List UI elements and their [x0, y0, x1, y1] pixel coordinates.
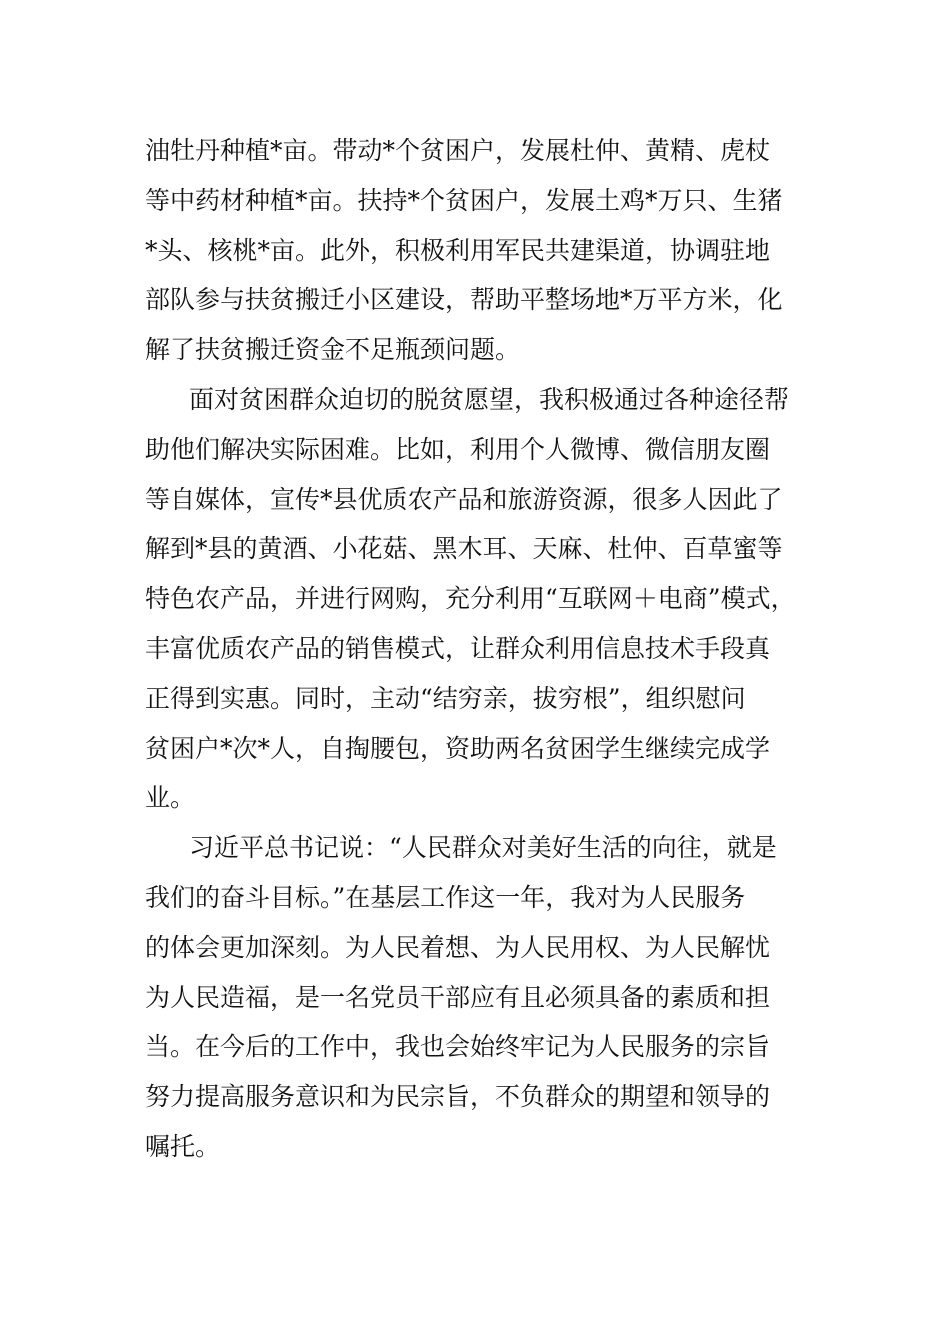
text-line: 为人民造福，是一名党员干部应有且必须具备的素质和担 — [145, 982, 771, 1012]
text-line: 的体会更加深刻。为人民着想、为人民用权、为人民解忧 — [145, 932, 771, 962]
text-line: 正得到实惠。同时，主动“结穷亲，拔穷根”，组织慰问 — [145, 683, 746, 713]
text-line: 嘱托。 — [145, 1131, 221, 1161]
text-line: 特色农产品，并进行网购，充分利用“互联网＋电商”模式， — [145, 584, 796, 614]
text-line: 助他们解决实际困难。比如，利用个人微博、微信朋友圈 — [145, 434, 771, 464]
document-page — [145, 126, 815, 1172]
text-line: 我们的奋斗目标。”在基层工作这一年，我对为人民服务 — [145, 882, 746, 912]
text-line: 习近平总书记说：“人民群众对美好生活的向往，就是 — [189, 833, 777, 863]
text-line: 丰富优质农产品的销售模式，让群众利用信息技术手段真 — [145, 633, 771, 663]
text-line: 解到*县的黄酒、小花菇、黑木耳、天麻、杜仲、百草蜜等 — [145, 534, 783, 564]
text-line: 努力提高服务意识和为民宗旨，不负群众的期望和领导的 — [145, 1082, 771, 1112]
text-line: 解了扶贫搬迁资金不足瓶颈问题。 — [145, 335, 521, 365]
text-line: 等中药材种植*亩。扶持*个贫困户，发展土鸡*万只、生猪 — [145, 185, 783, 215]
paragraph-3 — [145, 823, 815, 1172]
text-line: 等自媒体，宣传*县优质农产品和旅游资源，很多人因此了 — [145, 484, 783, 514]
text-line: 面对贫困群众迫切的脱贫愿望，我积极通过各种途径帮 — [189, 384, 790, 414]
text-line: 贫困户*次*人，自掏腰包，资助两名贫困学生继续完成学 — [145, 733, 771, 763]
paragraph-2 — [145, 375, 815, 823]
text-line: *头、核桃*亩。此外，积极利用军民共建渠道，协调驻地 — [145, 235, 771, 265]
text-line: 油牡丹种植*亩。带动*个贫困户，发展杜仲、黄精、虎杖 — [145, 136, 771, 165]
text-line: 业。 — [145, 783, 196, 813]
text-line: 部队参与扶贫搬迁小区建设，帮助平整场地*万平方米，化 — [145, 285, 783, 315]
text-line: 当。在今后的工作中，我也会始终牢记为人民服务的宗旨 — [145, 1032, 771, 1062]
paragraph-1 — [145, 126, 815, 375]
